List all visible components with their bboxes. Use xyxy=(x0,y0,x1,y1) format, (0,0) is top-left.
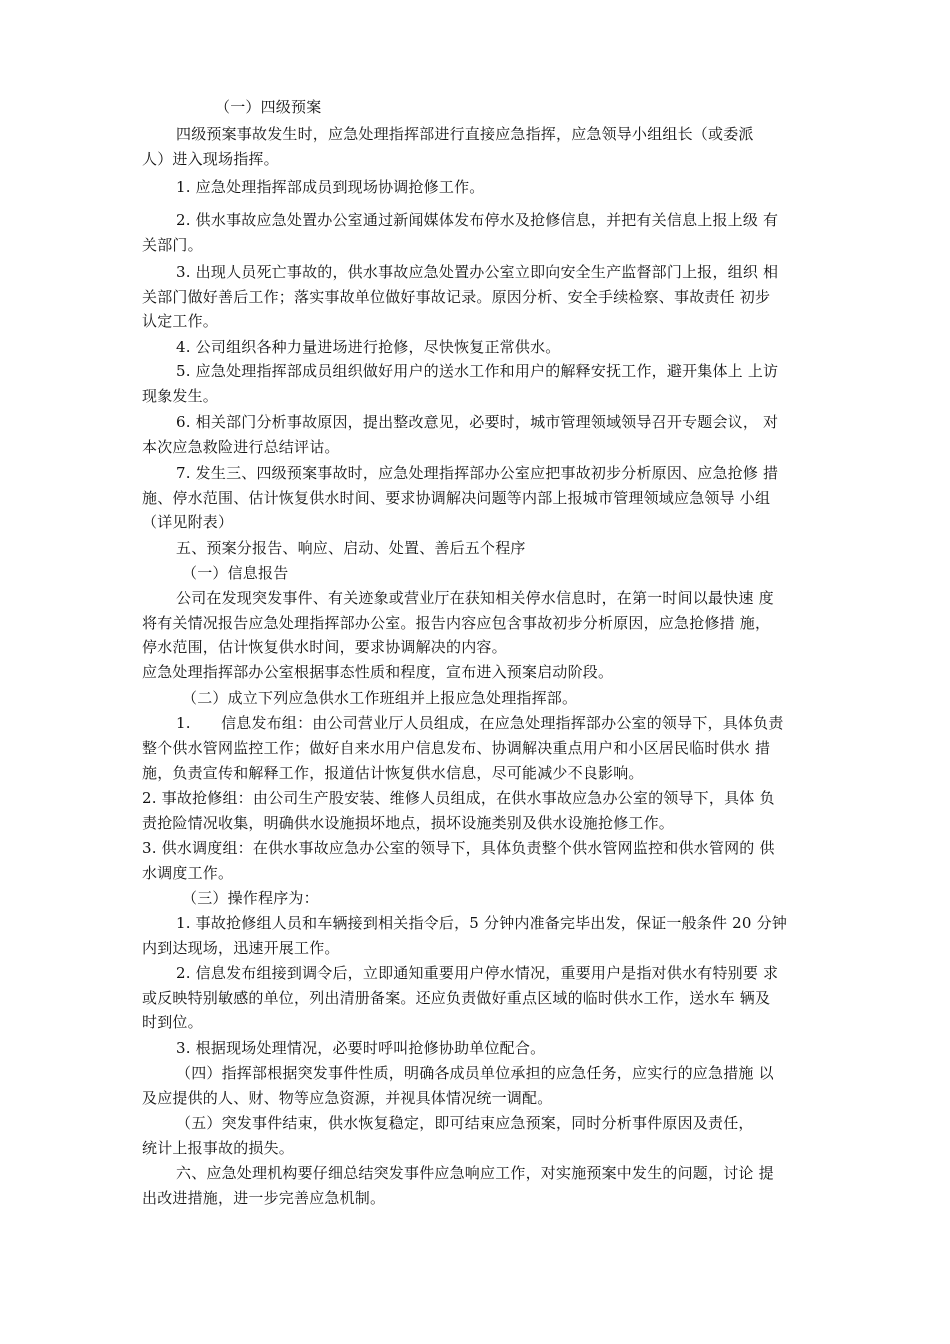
paragraph-line: 出改进措施，进一步完善应急机制。 xyxy=(142,1189,386,1207)
list-item-2: 2. 信息发布组接到调令后，立即通知重要用户停水情况，重要用户是指对供水有特别要 求 xyxy=(176,964,779,982)
section-six-paragraph: 六、应急处理机构要仔细总结突发事件应急响应工作，对实施预案中发生的问题，讨论 提 xyxy=(176,1164,774,1182)
subsection-five-paragraph: （五）突发事件结束，供水恢复稳定，即可结束应急预案，同时分析事件原因及责任， xyxy=(176,1114,754,1132)
paragraph-line: 关部门做好善后工作；落实事故单位做好事故记录。原因分析、安全手续检察、事故责任 初步 xyxy=(142,288,771,306)
list-item-1: 1. 事故抢修组人员和车辆接到相关指令后，5 分钟内准备完毕出发，保证一般条件 20 分钟 xyxy=(176,914,788,932)
list-item-1: 1. 应急处理指挥部成员到现场协调抢修工作。 xyxy=(176,178,485,196)
paragraph-line: 水调度工作。 xyxy=(142,864,234,882)
paragraph-line: 或反映特别敏感的单位，列出清册备案。还应负责做好重点区域的临时供水工作，送水车 辆及 xyxy=(142,989,771,1007)
section-heading-level4-plan: （一）四级预案 xyxy=(215,98,322,116)
paragraph-line: 人）进入现场指挥。 xyxy=(142,150,279,168)
list-item-4: 4. 公司组织各种力量进场进行抢修，尽快恢复正常供水。 xyxy=(176,338,561,356)
paragraph-line: 及应提供的人、财、物等应急资源，并视具体情况统一调配。 xyxy=(142,1089,553,1107)
subsection-heading-operating-procedure: （三）操作程序为： xyxy=(182,889,319,907)
list-item-repair-team: 2. 事故抢修组：由公司生产股安装、维修人员组成，在供水事故应急办公室的领导下，具体 负 xyxy=(142,789,775,807)
list-item-3: 3. 根据现场处理情况，必要时呼叫抢修协助单位配合。 xyxy=(176,1039,546,1057)
paragraph-line: 现象发生。 xyxy=(142,387,219,405)
list-item-5: 5. 应急处理指挥部成员组织做好用户的送水工作和用户的解释安抚工作，避开集体上 上访 xyxy=(176,362,779,380)
paragraph-line: 施，负责宣传和解释工作，报道估计恢复供水信息，尽可能减少不良影响。 xyxy=(142,764,644,782)
paragraph-line: 将有关情况报告应急处理指挥部办公室。报告内容应包含事故初步分析原因，应急抢修措 施， xyxy=(142,614,771,632)
paragraph-line: 应急处理指挥部办公室根据事态性质和程度，宣布进入预案启动阶段。 xyxy=(142,663,614,681)
section-heading-five-procedures: 五、预案分报告、响应、启动、处置、善后五个程序 xyxy=(176,539,526,557)
list-item-7: 7. 发生三、四级预案事故时，应急处理指挥部办公室应把事故初步分析原因、应急抢修 措 xyxy=(176,464,779,482)
paragraph-line: 公司在发现突发事件、有关迹象或营业厅在获知相关停水信息时，在第一时间以最快速 度 xyxy=(176,589,774,607)
paragraph-line: 四级预案事故发生时，应急处理指挥部进行直接应急指挥，应急领导小组组长（或委派 xyxy=(176,125,754,143)
paragraph-line: 关部门。 xyxy=(142,236,203,254)
paragraph-line: 施、停水范围、估计恢复供水时间、要求协调解决问题等内部上报城市管理领域应急领导 小组 xyxy=(142,489,771,507)
paragraph-line: 时到位。 xyxy=(142,1013,203,1031)
paragraph-line: 本次应急救险进行总结评诂。 xyxy=(142,438,340,456)
paragraph-line: 责抢险情况收集，明确供水设施损坏地点，损坏设施类别及供水设施抢修工作。 xyxy=(142,814,675,832)
paragraph-line: 统计上报事故的损失。 xyxy=(142,1139,295,1157)
subsection-heading-info-report: （一）信息报告 xyxy=(182,564,289,582)
list-item-3: 3. 出现人员死亡事故的，供水事故应急处置办公室立即向安全生产监督部门上报，组织 相 xyxy=(176,263,779,281)
list-item-6: 6. 相关部门分析事故原因，提出整改意见，必要时，城市管理领域领导召开专题会议， 对 xyxy=(176,413,779,431)
list-item-info-release-team: 1. 信息发布组：由公司营业厅人员组成，在应急处理指挥部办公室的领导下，具体负责 xyxy=(176,714,784,732)
paragraph-line: 内到达现场，迅速开展工作。 xyxy=(142,939,340,957)
paragraph-line: 认定工作。 xyxy=(142,312,219,330)
paragraph-line: （详见附表） xyxy=(142,513,234,531)
paragraph-line: 停水范围，估计恢复供水时间，要求协调解决的内容。 xyxy=(142,638,507,656)
subsection-four-paragraph: （四）指挥部根据突发事件性质，明确各成员单位承担的应急任务，应实行的应急措施 以 xyxy=(176,1064,774,1082)
list-item-2: 2. 供水事故应急处置办公室通过新闻媒体发布停水及抢修信息，并把有关信息上报上级 有 xyxy=(176,211,779,229)
subsection-heading-work-teams: （二）成立下列应急供水工作班组并上报应急处理指挥部。 xyxy=(182,689,578,707)
paragraph-line: 整个供水管网监控工作；做好自来水用户信息发布、协调解决重点用户和小区居民临时供水 措 xyxy=(142,739,771,757)
list-item-dispatch-team: 3. 供水调度组：在供水事故应急办公室的领导下，具体负责整个供水管网监控和供水管网的 供 xyxy=(142,839,775,857)
